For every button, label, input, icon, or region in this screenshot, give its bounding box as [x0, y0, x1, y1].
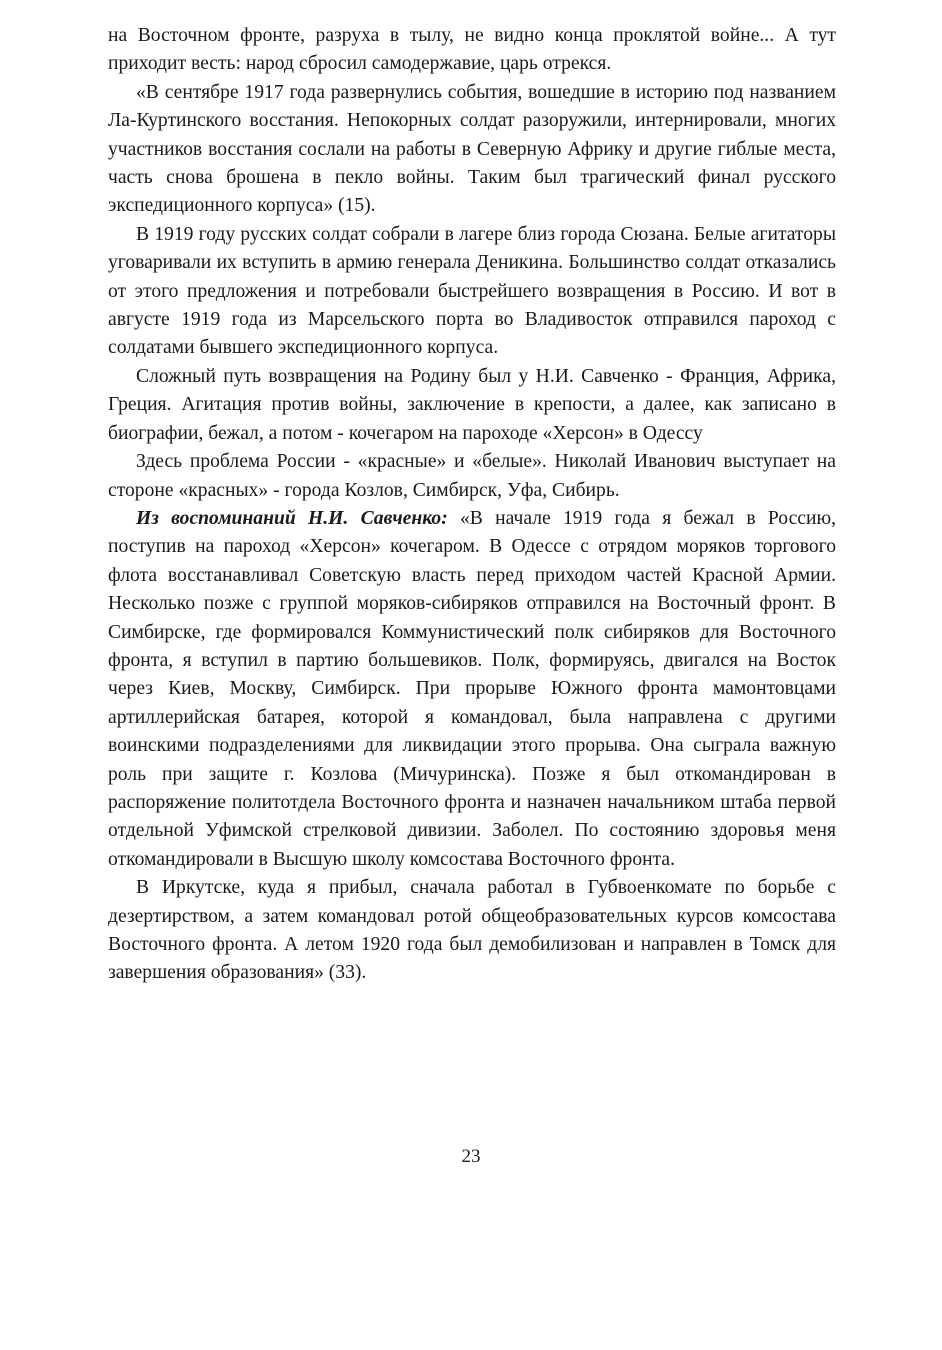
- paragraph-1919-camp: В 1919 году русских солдат собрали в лагере близ города Сюзана. Белые агитаторы уговаривали их вступить в армию генерала Деникина. Большинство солдат отказались от этого предложения и потребовали быстрейшего возвращения в Россию. И вот в августе 1919 года из Марсельского порта во Владивосток отправился пароход с солдатами бывшего экспедиционного корпуса.: [108, 223, 836, 359]
- paragraph-quote-la-courtine: «В сентябре 1917 года развернулись события, вошедшие в историю под названием Ла-Куртинского восстания. Непокорных солдат разоружили, интернировали, многих участников восстания сослали на работы в Северную Африку и другие гиблые места, часть снова брошена в пекло войны. Таким был трагический финал русского экспедиционного корпуса» (15).: [108, 81, 836, 217]
- paragraph-return-path: Сложный путь возвращения на Родину был у Н.И. Савченко - Франция, Африка, Греция. Агитация против войны, заключение в крепости, а далее, как записано в биографии, бежал, а потом - кочегаром на пароходе «Херсон» в Одессу: [108, 365, 836, 444]
- paragraph-red-white: Здесь проблема России - «красные» и «белые». Николай Иванович выступает на стороне «красных» - города Козлов, Симбирск, Уфа, Сибирь.: [108, 451, 836, 501]
- memoir-text: «В начале 1919 года я бежал в Россию, поступив на пароход «Херсон» кочегаром. В Одессе с отрядом моряков торгового флота восстанавливал Советскую власть перед приходом частей Красной Армии. Несколько позже с группой моряков-сибиряков отправился на Восточный фронт. В Симбирске, где формировался Коммунистический полк сибиряков для Восточного фронта, я вступил в партию большевиков. Полк, формируясь, двигался на Восток через Киев, Москву, Симбирск. При прорыве Южного фронта мамонтовцами артиллерийская батарея, которой я командовал, была направлена с другими воинскими подразделениями для ликвидации этого прорыва. Она сыграла важную роль при защите г. Козлова (Мичуринска). Позже я был откомандирован в распоряжение политотдела Восточного фронта и назначен начальником штаба первой отдельной Уфимской стрелковой дивизии. Заболел. По состоянию здоровья меня откомандировали в Высшую школу комсостава Восточного фронта.: [108, 507, 836, 870]
- paragraph-memoir: [108, 505, 836, 874]
- paragraph-irkutsk: В Иркутске, куда я прибыл, сначала работал в Губвоенкомате по борьбе с дезертирством, а затем командовал ротой общеобразовательных курсов комсостава Восточного фронта. А летом 1920 года был демобилизован и направлен в Томск для завершения образования» (33).: [108, 877, 836, 984]
- page-number: 23: [461, 1146, 481, 1167]
- page-body: [108, 22, 836, 988]
- memoir-lead-in: Из воспоминаний Н.И. Савченко:: [136, 507, 448, 529]
- paragraph-continuation: на Восточном фронте, разруха в тылу, не видно конца проклятой войне... А тут приходит весть: народ сбросил самодержавие, царь отрекся.: [108, 25, 836, 75]
